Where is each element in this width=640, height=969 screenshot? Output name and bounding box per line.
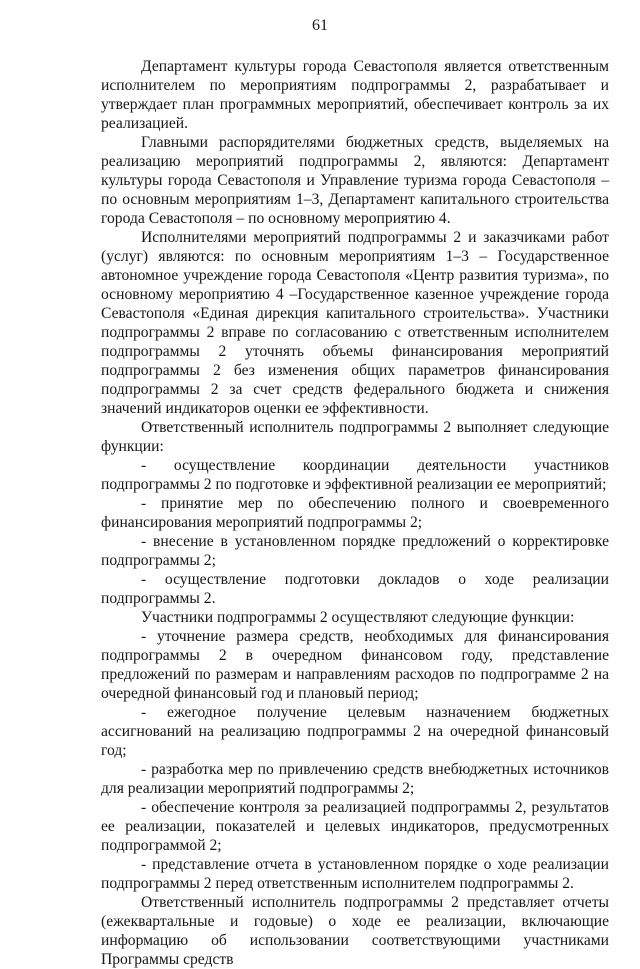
list-item: - осуществление подготовки докладов о ходе реализации подпрограммы 2. [101,571,609,607]
paragraph: Главными распорядителями бюджетных средств, выделяемых на реализацию мероприятий подпрограммы 2, являются: Департамент культуры города Севастополя и Управление туризма города Севастополя – по основным мероприятиям 1–3, Департамент капитального строительства города Севастополя – по основному мероприятию 4. [101,134,609,227]
paragraph: Исполнителями мероприятий подпрограммы 2 и заказчиками работ (услуг) являются: по основным мероприятиям 1–3 – Государственное автономное учреждение города Севастополя «Центр развития туризма», по основному мероприятию 4 –Государственное казенное учреждение города Севастополя «Единая дирекция капитального строительства». Участники подпрограммы 2 вправе по согласованию с ответственным исполнителем подпрограммы 2 уточнять объемы финансирования мероприятий подпрограммы 2 без изменения общих параметров финансирования подпрограммы 2 за счет средств федерального бюджета и снижения значений индикаторов оценки ее эффективности. [101,229,609,417]
list-item: - разработка мер по привлечению средств внебюджетных источников для реализации мероприятий подпрограммы 2; [101,761,609,797]
list-item: - осуществление координации деятельности участников подпрограммы 2 по подготовке и эффективной реализации ее мероприятий; [101,457,609,493]
paragraph: Ответственный исполнитель подпрограммы 2 представляет отчеты (ежеквартальные и годовые) о ходе ее реализации, включающие информацию об использовании соответствующими участниками Программы средств [101,894,609,968]
list-item: - представление отчета в установленном порядке о ходе реализации подпрограммы 2 перед ответственным исполнителем подпрограммы 2. [101,856,609,892]
list-item: - внесение в установленном порядке предложений о корректировке подпрограммы 2; [101,533,609,569]
paragraph: Департамент культуры города Севастополя является ответственным исполнителем по мероприятиям подпрограммы 2, разрабатывает и утверждает план программных мероприятий, обеспечивает контроль за их реализацией. [101,58,609,132]
list-item: - уточнение размера средств, необходимых для финансирования подпрограммы 2 в очередном финансовом году, представление предложений по размерам и направлениям расходов по подпрограмме 2 на очередной финансовый год и плановый период; [101,628,609,702]
page-number: 61 [312,17,328,34]
paragraph: Участники подпрограммы 2 осуществляют следующие функции: [141,609,575,626]
paragraph: Ответственный исполнитель подпрограммы 2 выполняет следующие функции: [101,419,609,455]
list-item: - обеспечение контроля за реализацией подпрограммы 2, результатов ее реализации, показателей и целевых индикаторов, предусмотренных подпрограммой 2; [101,799,609,854]
document-body [101,57,609,969]
list-item: - ежегодное получение целевым назначением бюджетных ассигнований на реализацию подпрограммы 2 на очередной финансовый год; [101,704,609,759]
list-item: - принятие мер по обеспечению полного и своевременного финансирования мероприятий подпрограммы 2; [101,495,609,531]
